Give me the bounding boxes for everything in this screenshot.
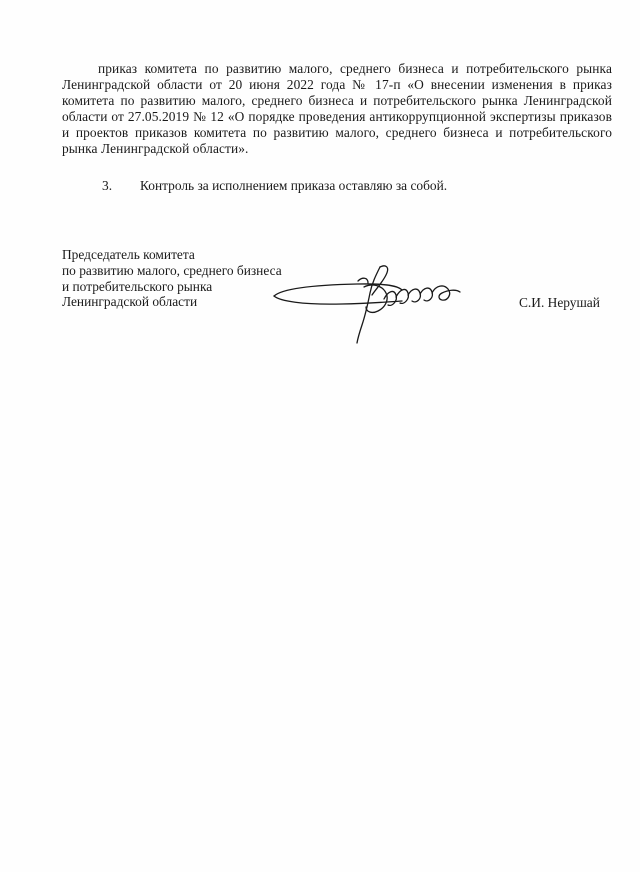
signer-title-line-4: Ленинградской области: [62, 294, 198, 310]
signer-title-line-3: и потребительского рынка: [62, 278, 213, 294]
list-item-3-text: Контроль за исполнением приказа оставляю за собой.: [140, 178, 448, 193]
signer-title-block: [62, 247, 282, 310]
list-item-3-number: 3.: [102, 178, 113, 193]
paragraph-continuation: приказ комитета по развитию малого, среднего бизнеса и потребительского рынка Ленинградской области от 20 июня 2022 года № 17-п «О внесении изменения в приказ комитета по развитию малого, среднего бизнеса и потребительского рынка Ленинградской области от 27.05.2019 № 12 «О порядке проведения антикоррупционной экспертизы приказов и проектов приказов комитета по развитию малого, среднего бизнеса и потребительского рынка Ленинградской области».: [62, 61, 612, 156]
list-item-3: [62, 178, 612, 194]
handwritten-signature-icon: [262, 255, 472, 350]
signer-title-line-1: Председатель комитета: [62, 247, 195, 262]
signer-title-line-2: по развитию малого, среднего бизнеса: [62, 262, 282, 278]
paragraph-continuation-block: [62, 61, 612, 156]
signer-name: С.И. Нерушай: [519, 295, 600, 310]
